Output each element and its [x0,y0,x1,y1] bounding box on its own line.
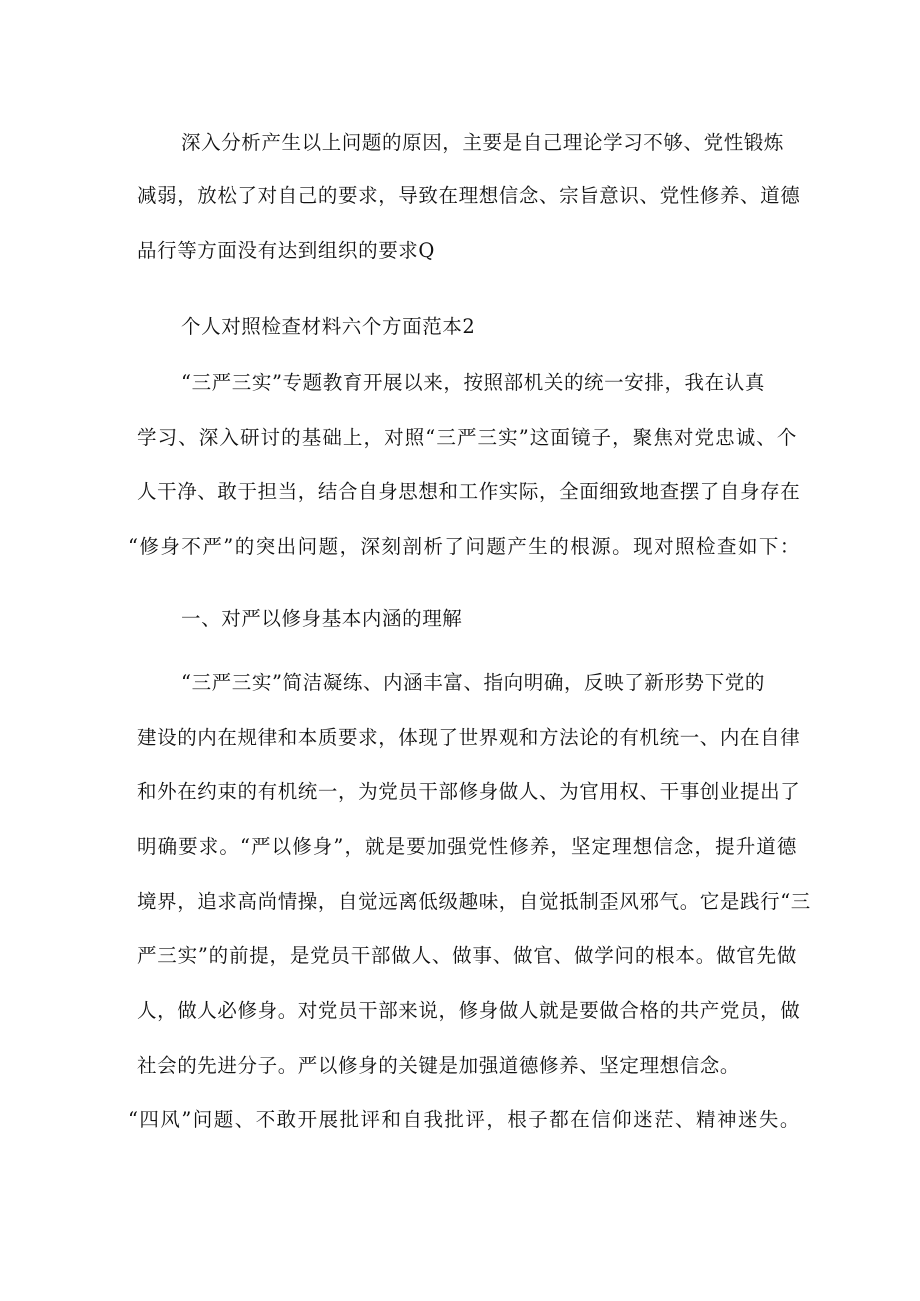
text-line: 严三实”的前提，是党员干部做人、做事、做官、做学问的根本。做官先做 [137,944,797,967]
text-line: 减弱，放松了对自己的要求，导致在理想信念、宗旨意识、党性修养、道德 [137,184,801,207]
text-line: 人，做人必修身。对党员干部来说，修身做人就是要做合格的共产党员，做 [137,999,801,1022]
text-line: 建设的内在规律和本质要求，体现了世界观和方法论的有机统一、内在自律 [137,726,801,749]
section-heading: 一、对严以修身基本内涵的理解 [181,607,463,630]
text-line: 品行等方面没有达到组织的要求Q [137,239,435,262]
text-line: 社会的先进分子。严以修身的关键是加强道德修养、坚定理想信念。 [137,1054,741,1077]
text-line: 和外在约束的有机统一，为党员干部修身做人、为官用权、干事创业提出了 [137,780,801,803]
text-line: 学习、深入研讨的基础上，对照“三严三实”这面镜子，聚焦对党忠诚、个 [137,426,797,449]
text-line: 人干净、敢于担当，结合自身思想和工作实际，全面细致地查摆了自身存在 [137,480,801,503]
text-line: 明确要求。“严以修身”，就是要加强党性修养，坚定理想信念，提升道德 [137,835,797,858]
text-line: “三严三实”简洁凝练、内涵丰富、指向明确，反映了新形势下党的 [181,671,765,694]
section-title: 个人对照检查材料六个方面范本2 [181,315,476,338]
text-line: “三严三实”专题教育开展以来，按照部机关的统一安排，我在认真 [181,371,765,394]
text-line: 境界，追求高尚情操，自觉远离低级趣味，自觉抵制歪风邪气。它是践行“三 [137,890,811,913]
text-line: 深入分析产生以上问题的原因，主要是自己理论学习不够、党性锻炼 [181,131,785,154]
text-line: “修身不严”的突出问题，深刻剖析了问题产生的根源。现对照检查如下： [128,535,800,558]
text-line: “四风”问题、不敢开展批评和自我批评，根子都在信仰迷茫、精神迷失。 [128,1108,800,1131]
